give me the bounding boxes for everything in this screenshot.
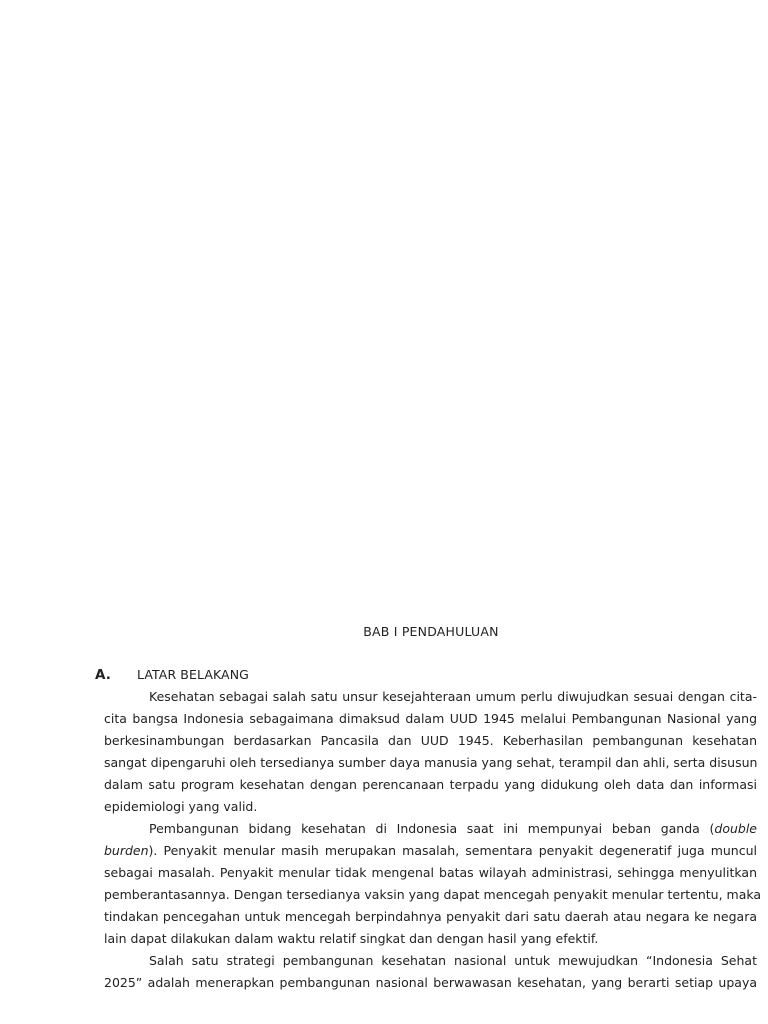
- paragraph-line: Kesehatan sebagai salah satu unsur kesejahteraan umum perlu diwujudkan sesuai dengan cita-: [149, 689, 757, 704]
- text-segment: ). Penyakit menular masih merupakan masalah, sementara penyakit degeneratif juga muncul: [148, 843, 757, 858]
- paragraph-line: Salah satu strategi pembangunan kesehatan nasional untuk mewujudkan “Indonesia Sehat: [149, 953, 757, 968]
- paragraph-line: sebagai masalah. Penyakit menular tidak mengenal batas wilayah administrasi, sehingga menyulitkan: [104, 865, 757, 880]
- paragraph-line: berkesinambungan berdasarkan Pancasila dan UUD 1945. Keberhasilan pembangunan kesehatan: [104, 733, 757, 748]
- text-segment: Pembangunan bidang kesehatan di Indonesia saat ini mempunyai beban ganda (: [149, 821, 715, 836]
- paragraph-line: 2025” adalah menerapkan pembangunan nasional berwawasan kesehatan, yang berarti setiap upaya: [104, 975, 757, 990]
- paragraph-line: epidemiologi yang valid.: [104, 799, 258, 814]
- section-letter: A.: [95, 667, 111, 683]
- section-title: LATAR BELAKANG: [137, 667, 249, 682]
- paragraph-line: [104, 840, 757, 862]
- body-text: [104, 686, 762, 994]
- paragraph-line: pemberantasannya. Dengan tersedianya vaksin yang dapat mencegah penyakit menular tertentu, maka: [104, 887, 762, 902]
- emphasis-text: burden: [104, 843, 149, 858]
- paragraph-line: [104, 818, 757, 840]
- paragraph-line: dalam satu program kesehatan dengan perencanaan terpadu yang didukung oleh data dan informasi: [104, 777, 757, 792]
- chapter-title: BAB I PENDAHULUAN: [363, 624, 499, 639]
- emphasis-text: double: [714, 821, 757, 836]
- paragraph-line: sangat dipengaruhi oleh tersedianya sumber daya manusia yang sehat, terampil dan ahli, serta disusun: [104, 755, 758, 770]
- paragraph-line: lain dapat dilakukan dalam waktu relatif singkat dan dengan hasil yang efektif.: [104, 931, 599, 946]
- section-heading: [95, 667, 249, 683]
- paragraph-line: tindakan pencegahan untuk mencegah berpindahnya penyakit dari satu daerah atau negara ke negara: [104, 909, 757, 924]
- paragraph-line: cita bangsa Indonesia sebagaimana dimaksud dalam UUD 1945 melalui Pembangunan Nasional yang: [104, 711, 757, 726]
